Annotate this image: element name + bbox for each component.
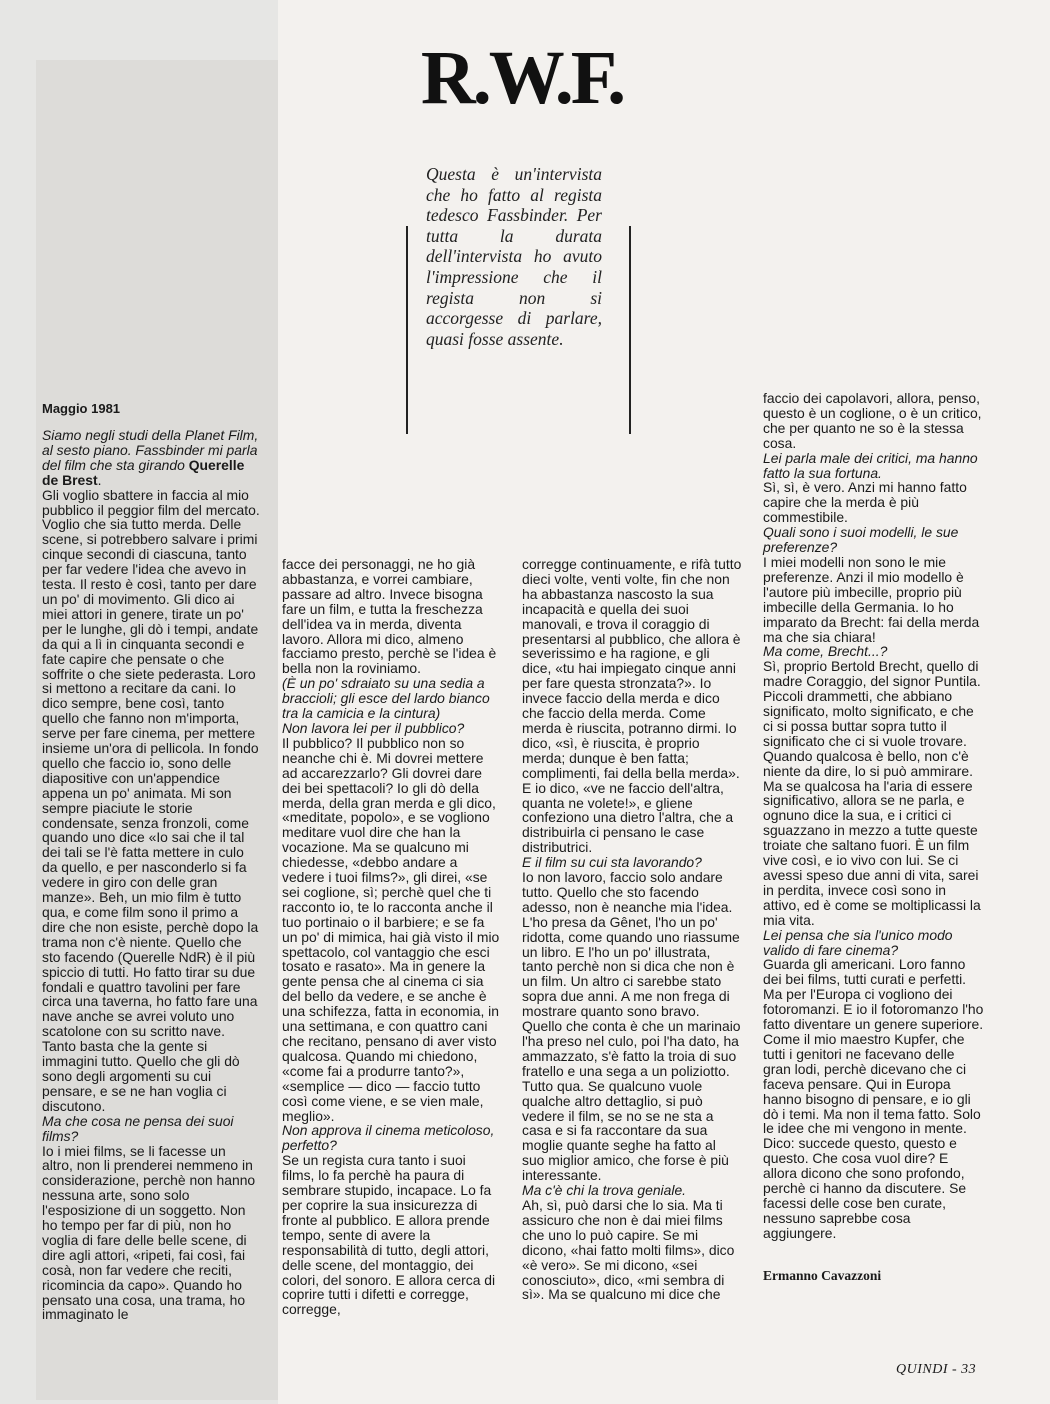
question: E il film su cui sta lavorando? [522,854,702,871]
question: Lei parla male dei critici, ma hanno fatto la sua fortuna. [763,449,978,481]
answer-paragraph: Il pubblico? Il pubblico non so neanche chi è. Mi dovrei mettere ad accarezzarlo? Gli dovrei dare dei bei spettacoli? Io gli dò della merda, della gran merda e gli dico, «meditate, popolo», e se vogliono meditare vuol dire che han la vocazione. Ma se qualcuno mi chiedesse, «debbo andare a vedere i tuoi films?», gli direi, «se sei coglione, sì; perchè quel che ti racconto io, te lo racconta anche il tuo portinaio o il barbiere; e se fa un po' di mimica, hai già visto il mio spettacolo, col vantaggio che esci tosato e rasato». Ma in genere la gente pensa che al cinema ci sia del bello da vedere, e se anche è una schifezza, fatta in economia, in una settimana, e con quattro cani che recitano, pensano di aver visto qualcosa. Quando mi chiedono, «come fai a produrre tanto?», «semplice — dico — faccio tutto così come viene, e se vien male, meglio». [282,734,500,1124]
film-title: Querelle de Brest [42,456,245,488]
answer-paragraph: Sì, sì, è vero. Anzi mi hanno fatto capire che la merda è più commestibile. [763,479,967,526]
question: Non approva il cinema meticoloso, perfetto? [282,1122,495,1154]
answer-paragraph: facce dei personaggi, ne ho già abbastanza, e vorrei cambiare, passare ad altro. Invece bisogna fare un film, e tutta la freschezza dell'idea va in merda, diventa lavoro. Allora mi dico, almeno facciamo presto, perchè se l'idea è bella non la roviniamo. [282,556,497,677]
answer-paragraph: Sì, proprio Bertold Brecht, quello di madre Coraggio, del signor Puntila. Piccoli drammetti, che abbiano significato, molto significato, e che ci si possa buttar sopra tutto il significato che ci si vuole trovare. Quando qualcosa è bello, non c'è niente da dire, lo si può ammirare. Ma se qualcosa ha l'aria di essere significativo, allora se ne parla, e ognuno dice la sua, e i critici ci sguazzano in mezzo a tutte queste troiate che saltano fuori. È un film vive così, e io vivo con lui. Se ci avessi speso due anni di vita, sarei in perdita, invece così sono in attivo, ed è come se moltiplicassi la mia vita. [763,658,981,928]
page-footer: QUINDI - 33 [896,1362,977,1377]
question: Non lavora lei per il pubblico? [282,719,465,736]
article-date: Maggio 1981 [42,401,121,416]
question: Quali sono i suoi modelli, le sue preferenze? [763,524,959,556]
column-2 [282,557,502,1317]
question: Ma che cosa ne pensa dei suoi films? [42,1112,234,1144]
intro-right-rule [629,226,631,434]
question: Ma come, Brecht...? [763,643,888,660]
column-4 [763,391,985,1241]
answer-paragraph: Io i miei films, se li facesse un altro, non li prenderei nemmeno in considerazione, perchè non hanno nessuna arte, sono solo l'esposizione di un soggetto. Non ho tempo per far di più, non ho voglia di fare delle belle scene, di dire agli attori, «ripeti, fai così, fai cosà, non far vedere che reciti, ricomincia da capo». Quando ho pensato una cosa, una trama, ho immaginato le [42,1142,256,1323]
question: Lei pensa che sia l'unico modo valido di fare cinema? [763,926,953,958]
column-3 [522,557,742,1302]
answer-paragraph: Ah, sì, può darsi che lo sia. Ma ti assicuro che non è dai miei films che uno lo può capire. Se mi dicono, «hai fatto molti films», dico «è vero». Se mi dicono, «sei conosciuto», dico, «mi sembra di sì». Ma se qualcuno mi dice che [522,1196,735,1303]
author-signature: Ermanno Cavazzoni [763,1268,882,1283]
question: Ma c'è chi la trova geniale. [522,1182,687,1199]
intro-text: Questa è un'intervista che ho fatto al regista tedesco Fassbinder. Per tutta la durata dell'intervista ho avuto l'impressione che il regista non si accorgesse di parlare, quasi fosse assente. [426,164,602,349]
lead-italic: Siamo negli studi della Planet Film, al sesto piano. Fassbinder mi parla del film che sta girando [42,427,259,473]
answer-paragraph: Gli voglio sbattere in faccia al mio pubblico il peggior film del mercato. Voglio che sia tutto merda. Delle scene, si potrebbero salvare i primi cinque secondi di ciascuna, tanto per far vedere l'idea che avevo in testa. Il resto è così, tanto per dare un po' di movimento. Gli dico ai miei attori in genere, tirate un po' per le lunghe, gli dò i tempi, andate da qui a lì in cinquanta secondi e fate capire che pensate o che soffrite o che siete pederasta. Loro si mettono a recitare da cani. Io dico sempre, bene così, tanto quello che fanno non m'importa, serve per fare cinema, per mettere insieme un'ora di pellicola. In fondo quello che faccio io, sono delle diapositive con un'appendice appena un po' animata. Mi son sempre piaciute le storie condensate, senza fronzoli, come quando uno dice «Io sai che il tal dei tali se l'è fatta mettere in culo da quello, e per nasconderlo si fa vedere in giro con delle gran manze». Beh, un mio film è tutto qua, e come film sono il primo a dire che non esiste, perchè dopo la trama non c'è niente. Quello che sto facendo (Querelle NdR) è il più spiccio di tutti. Ho fatto tirar su due fondali e quattro tavolini per fare circa una taverna, ho fatto fare una nave anche se avrei voluto uno scatolone con su scritto nave. Tanto basta che la gente si immagini tutto. Quello che gli dò sono degli argomenti su cui pensare, e se ne han voglia ci discutono. [42,486,260,1114]
answer-paragraph: faccio dei capolavori, allora, penso, questo è un coglione, o è un critico, che per quanto ne so è la stessa cosa. [763,390,982,451]
answer-paragraph: Guarda gli americani. Loro fanno dei bei films, tutti curati e perfetti. Ma per l'Europa ci vogliono dei fotoromanzi. E io il fotoromanzo l'ho fatto diventare un genere superiore. Come il mio maestro Kupfer, che tutti i genitori ne facevano delle gran lodi, perchè dicevano che ci faceva pensare. Qui in Europa hanno bisogno di pensare, e io gli dò i temi. Ma non il tema fatto. Solo le idee che mi vengono in mente. Dico: succede questo, questo e questo. Che cosa vuol dire? E allora dicono che sono profondo, perchè ci hanno da discutere. Se facessi delle cose ben curate, nessuno saprebbe cosa aggiungere. [763,956,984,1241]
column-1: Siamo negli studi della Planet Film, al sesto piano. Fassbinder mi parla del film che sta girando Querelle de Brest. Gli voglio sbattere in faccia al mio pubblico il peggior film del mercato. Voglio che sia tutto merda. Delle scene, si potrebbero salvare i primi cinque secondi di ciascuna, tanto per far vedere l'idea che avevo in testa. Il resto è così, tanto per dare un po' di movimento. Gli dico ai miei attori in genere, tirate un po' per le lunghe, gli dò i tempi, andate da qui a lì in cinquanta secondi e fate capire che pensate o che soffrite o che siete pederasta. Loro si mettono a recitare da cani. Io dico sempre, bene così, tanto quello che fanno non m'importa, serve per fare cinema, per mettere insieme un'ora di pellicola. In fondo quello che faccio io, sono delle diapositive con un'appendice appena un po' animata. Mi son sempre piaciute le storie condensate, senza fronzoli, come quando uno dice «Io sai che il tal dei tali se l'è fatta mettere in culo da quello, e per nasconderlo si fa vedere in giro con delle gran manze». Beh, un mio film è tutto qua, e come film sono il primo a dire che non esiste, perchè dopo la trama non c'è niente. Quello che sto facendo (Querelle NdR) è il più spiccio di tutti. Ho fatto tirar su due fondali e quattro tavolini per fare circa una taverna, ho fatto fare una nave anche se avrei voluto uno scatolone con su scritto nave. Tanto basta che la gente si immagini tutto. Quello che gli dò sono degli argomenti su cui pensare, e se ne han voglia ci discutono. Ma che cosa ne pensa dei suoi films? Io i miei films, se li facesse un altro, non li prenderei nemmeno in considerazione, perchè non hanno nessuna arte, sono solo l'esposizione di un soggetto. Non ho tempo per far di più, non ho voglia di fare delle belle scene, di dire agli attori, «ripeti, fai così, fai cosà, non far vedere che reciti, ricomincia da capo». Quando ho pensato una cosa, una trama, ho immaginato le [42,427,260,1323]
answer-paragraph: Io non lavoro, faccio solo andare tutto. Quello che sto facendo adesso, non è neanche mia l'idea. L'ho presa da Gênet, l'ho un po' ridotta, come quando uno riassume un libro. E l'ho un po' illustrata, tanto perchè non si dica che non è un film. Un altro ci sarebbe stato sopra due anni. A me non frega di mostrare quanto sono bravo. Quello che conta è che un marinaio l'ha preso nel culo, poi l'ha dato, ha ammazzato, s'è fatto la troia di suo fratello e una sega a un poliziotto. Tutto qua. Se qualcuno vuole qualche altro dettaglio, si può vedere il film, se no se ne sta a casa e si fa raccontare da sua moglie quante seghe ha fatto al suo miglior amico, che forse è più interessante. [522,869,741,1184]
answer-paragraph: Se un regista cura tanto i suoi films, lo fa perchè ha paura di sembrare stupido, incapace. Lo fa per coprire la sua insicurezza di fronte al pubblico. E allora prende tempo, sente di avere la responsabilità di tutto, degli attori, delle scene, del montaggio, dei colori, del sonoro. E allora cerca di coprire tutti i difetti e corregge, corregge, [282,1152,496,1318]
answer-paragraph: I miei modelli non sono le mie preferenze. Anzi il mio modello è l'autore più imbecille, proprio più imbecille della Germania. Io ho imparato da Brecht: fai della merda ma che sia chiara! [763,553,980,645]
answer-paragraph: corregge continuamente, e rifà tutto dieci volte, venti volte, fin che non ha abbastanza nascosto la sua incapacità e quella dei suoi manovali, e trova il coraggio di presentarsi al pubblico, che allora è severissimo e ha ragione, e gli dice, «tu hai impiegato cinque anni per fare questa stronzata?». Io invece faccio della merda e dico che faccio della merda. Come merda è riuscita, potranno dirmi. Io dico, «sì, è riuscita, è proprio merda; dunque è ben fatta; complimenti, fai della bella merda». E io dico, «ve ne faccio dell'altra, quanta ne volete!», e gliene confeziono una dietro l'altra, che a distribuirla ci pensano le case distributrici. [522,556,742,856]
article-title: R.W.F. [420,36,624,120]
stage-direction: (È un po' sdraiato su una sedia a braccioli; gli esce del lardo bianco tra la camicia e la cintura) [282,675,490,722]
intro-left-rule [406,226,408,434]
